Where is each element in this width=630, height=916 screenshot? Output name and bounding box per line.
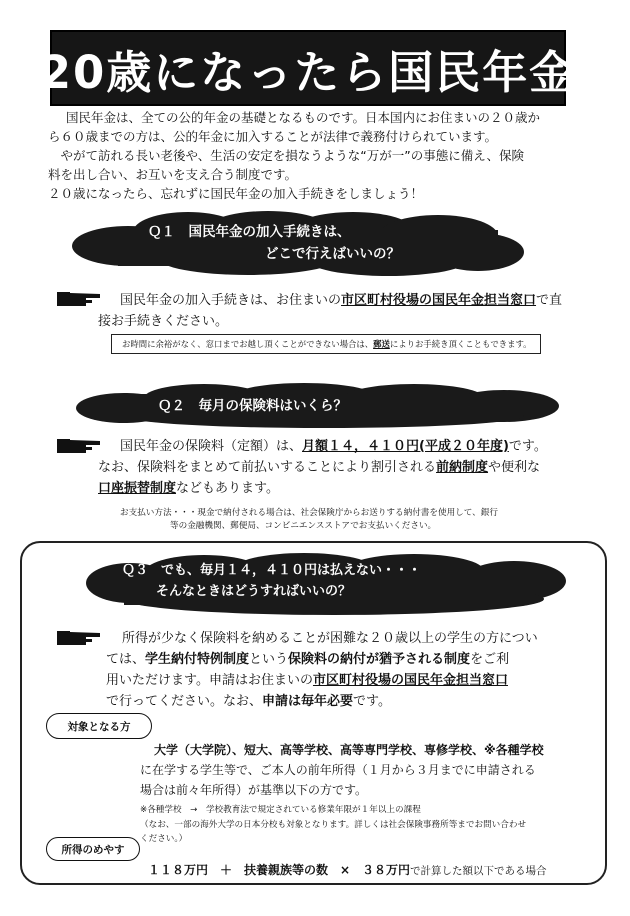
q3-answer-text-2: という <box>249 652 289 667</box>
q2-note-line-2: 等の金融機関、郵便局、コンビニエンスストアでお支払いください。 <box>170 521 437 531</box>
q3-answer-line-4 <box>106 691 391 712</box>
intro-line-1: 国民年金は、全ての公的年金の基礎となるものです。日本国内にお住まいの２０歳か <box>66 110 541 125</box>
q2-answer-text-5: などもあります。 <box>176 481 279 496</box>
q1-note-text-2: によりお手続き頂くこともできます。 <box>389 339 532 349</box>
q1-answer-line-2: 接お手続きください。 <box>98 314 229 329</box>
pointing-hand-icon <box>56 289 102 309</box>
pointing-hand-icon <box>56 436 102 456</box>
q2-premium-amount: 月額１４，４１０円(平成２０年度) <box>302 439 509 454</box>
target-note-3: ください。） <box>140 834 188 844</box>
q2-account-transfer-system: 口座振替制度 <box>98 481 177 496</box>
intro-line-3: やがて訪れる長い老後や、生活の安定を損なうような“万が一”の事態に備え、保険 <box>48 148 524 163</box>
q1-answer-line-1 <box>120 290 562 311</box>
target-label-pill <box>46 713 152 739</box>
income-formula: １１８万円 ＋ 扶養親族等の数 × ３８万円 <box>148 863 411 877</box>
q2-answer-text-2: です。 <box>508 439 547 454</box>
target-line-1: 大学（大学院）、短大、高等学校、高等専門学校、専修学校、※各種学校 <box>154 743 544 757</box>
q3-annual-application: 申請は毎年必要 <box>262 694 354 709</box>
intro-line-4: 料を出し合い、お互いを支え合う制度です。 <box>48 167 298 182</box>
pointing-hand-icon <box>56 628 102 648</box>
q2-prepayment-system: 前納制度 <box>436 460 489 475</box>
intro-line-5: ２０歳になったら、忘れずに国民年金の加入手続きをしましょう！ <box>48 186 424 201</box>
q3-answer-text-5: で行ってください。なお、 <box>106 694 263 709</box>
q2-note-line-1: お支払い方法・・・現金で納付される場合は、社会保険庁からお送りする納付書を使用して、銀行 <box>120 508 498 518</box>
q3-answer-highlight: 市区町村役場の国民年金担当窓口 <box>312 673 508 688</box>
q1-note-box <box>111 334 541 354</box>
q1-question-line-1: Ｑ１ 国民年金の加入手続きは、 <box>148 224 351 240</box>
q3-answer-line-1: 所得が少なく保険料を納めることが困難な２０歳以上の学生の方につい <box>122 631 538 646</box>
q3-cloud <box>84 553 568 617</box>
income-label: 所得のめやす <box>61 843 125 856</box>
q3-question-line-1: Ｑ３ でも、毎月１４，４１０円は払えない・・・ <box>122 563 422 578</box>
q2-cloud <box>74 382 562 430</box>
q1-note-text-1: お時間に余裕がなく、窓口までお越し頂くことができない場合は、 <box>122 339 374 349</box>
title-banner <box>39 30 577 106</box>
q2-answer-text-4: や便利な <box>488 460 541 475</box>
q3-answer-text-6: です。 <box>353 694 391 709</box>
target-label: 対象となる方 <box>67 720 131 733</box>
q3-question-line-2: そんなときはどうすればいいの？ <box>156 584 352 599</box>
intro-line-2: ら６０歳までの方は、公的年金に加入することが法律で義務付けられています。 <box>48 129 498 144</box>
target-note-1: ※各種学校 → 学校教育法で規定されている修業年限が１年以上の課程 <box>140 805 421 815</box>
q1-answer-text-1: 国民年金の加入手続きは、お住まいの <box>120 293 342 308</box>
q2-answer-line-3 <box>98 478 279 499</box>
target-line-2: に在学する学生等で、ご本人の前年所得（１月から３月までに申請される <box>140 763 536 777</box>
q3-answer-line-3 <box>106 670 508 691</box>
q3-student-special-system: 学生納付特例制度 <box>145 652 250 667</box>
q1-cloud <box>68 210 528 278</box>
q2-answer-text-1: 国民年金の保険料（定額）は、 <box>120 439 303 454</box>
income-formula-line <box>148 860 547 882</box>
q3-answer-text-3: をご利 <box>470 652 510 667</box>
q1-answer-text-2: で直 <box>536 293 563 308</box>
page-title: 20歳になったら国民年金 <box>39 45 577 99</box>
q2-question: Ｑ２ 毎月の保険料はいくら？ <box>158 398 347 414</box>
target-line-3: 場合は前々年所得）が基準以下の方です。 <box>140 783 368 797</box>
income-label-pill <box>46 837 140 861</box>
q2-answer-line-2 <box>98 457 540 478</box>
target-note-2: （なお、一部の海外大学の日本分校も対象となります。詳しくは社会保険事務所等までお問い合わせ <box>140 820 527 830</box>
income-formula-tail: で計算した額以下である場合 <box>410 865 547 877</box>
q3-deferral-system: 保険料の納付が猶予される制度 <box>288 652 471 667</box>
q3-answer-line-2 <box>106 649 509 670</box>
q2-answer-text-3: なお、保険料をまとめて前払いすることにより割引される <box>98 460 437 475</box>
q1-answer-highlight: 市区町村役場の国民年金担当窓口 <box>341 293 537 308</box>
q3-answer-text-1: ては、 <box>106 652 146 667</box>
q1-question-line-2: どこで行えばいいの？ <box>265 246 400 262</box>
q1-note-highlight: 郵送 <box>373 339 390 349</box>
q2-answer-line-1 <box>120 436 547 457</box>
q3-answer-text-4: 用いただけます。申請はお住まいの <box>106 673 313 688</box>
